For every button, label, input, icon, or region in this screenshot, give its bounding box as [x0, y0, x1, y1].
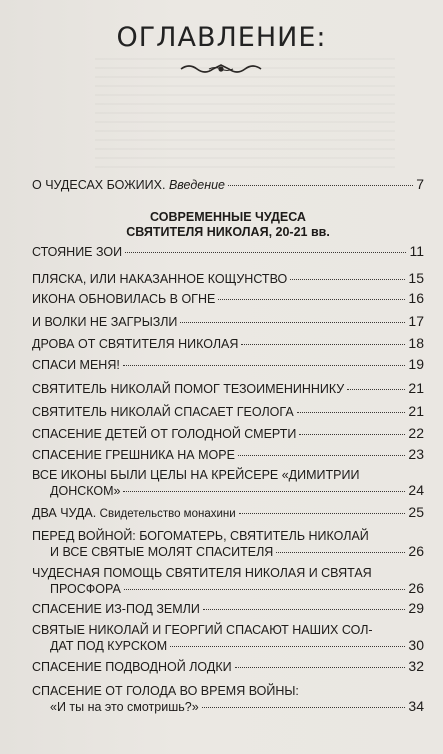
toc-entry[interactable] — [32, 336, 424, 352]
page-number: 34 — [408, 698, 424, 714]
leader-dots — [241, 344, 405, 345]
page-number: 7 — [416, 176, 424, 192]
toc-entry-title: ПЛЯСКА, ИЛИ НАКАЗАННОЕ КОЩУНСТВО — [32, 272, 288, 286]
toc-entry-title: СВЯТИТЕЛЬ НИКОЛАЙ СПАСАЕТ ГЕОЛОГА — [32, 405, 294, 419]
section-heading-line2: СВЯТИТЕЛЯ НИКОЛАЯ, 20-21 вв. — [126, 225, 330, 239]
leader-dots — [202, 707, 406, 708]
leader-dots — [297, 412, 406, 413]
toc-entry-title: ИКОНА ОБНОВИЛАСЬ В ОГНЕ — [32, 292, 216, 306]
toc-entry[interactable] — [32, 529, 424, 560]
page-number: 30 — [408, 637, 424, 653]
toc-entry[interactable] — [32, 404, 424, 420]
toc-entry-title: ЧУДЕСНАЯ ПОМОЩЬ СВЯТИТЕЛЯ НИКОЛАЯ И СВЯТАЯ — [32, 566, 372, 580]
page-number: 25 — [408, 504, 424, 520]
toc-entry-title-cont: ДОНСКОМ» — [50, 484, 121, 498]
page-number: 11 — [409, 243, 424, 259]
page-number: 26 — [408, 580, 424, 596]
toc-entry-title: ДРОВА ОТ СВЯТИТЕЛЯ НИКОЛАЯ — [32, 337, 239, 351]
leader-dots — [203, 609, 406, 610]
toc-entry-title-cont: И ВСЕ СВЯТЫЕ МОЛЯТ СПАСИТЕЛЯ — [50, 545, 274, 559]
page-number: 18 — [408, 335, 424, 351]
page-number: 22 — [408, 425, 424, 441]
toc-entry[interactable] — [32, 271, 424, 287]
leader-dots — [123, 491, 405, 492]
toc-entry-title: СВЯТИТЕЛЬ НИКОЛАЙ ПОМОГ ТЕЗОИМЕНИННИКУ — [32, 382, 345, 396]
leader-dots — [276, 552, 405, 553]
toc-entry-title: СПАСЕНИЕ ОТ ГОЛОДА ВО ВРЕМЯ ВОЙНЫ: — [32, 684, 299, 698]
leader-dots — [124, 589, 406, 590]
page-number: 21 — [408, 403, 424, 419]
toc-entry-title-cont: ДАТ ПОД КУРСКОМ — [50, 639, 168, 653]
page-title: ОГЛАВЛЕНИЕ: — [116, 22, 327, 53]
page-number: 19 — [408, 356, 424, 372]
toc-entry-title: СВЯТЫЕ НИКОЛАЙ И ГЕОРГИЙ СПАСАЮТ НАШИХ СОЛ- — [32, 623, 373, 637]
toc-entry-title: СПАСЕНИЕ ГРЕШНИКА НА МОРЕ — [32, 448, 235, 462]
toc-entry[interactable] — [32, 623, 424, 654]
section-heading — [32, 210, 424, 240]
toc-entry[interactable] — [32, 291, 424, 307]
page-number: 24 — [408, 482, 424, 498]
toc-intro[interactable] — [32, 177, 424, 193]
toc-entry[interactable] — [32, 381, 424, 397]
page-number: 26 — [408, 543, 424, 559]
toc-entry[interactable] — [32, 468, 424, 499]
toc-entry-title: ДВА ЧУДА. — [32, 506, 97, 520]
leader-dots — [125, 252, 406, 253]
toc-entry-title: СПАСЕНИЕ ИЗ-ПОД ЗЕМЛИ — [32, 602, 200, 616]
toc-entry-title: ПЕРЕД ВОЙНОЙ: БОГОМАТЕРЬ, СВЯТИТЕЛЬ НИКОЛАЙ — [32, 529, 369, 543]
toc-entry[interactable] — [32, 357, 424, 373]
toc-entry[interactable] — [32, 684, 424, 715]
toc-entry-title-cont: «И ты на это смотришь?» — [50, 700, 199, 714]
toc-entry[interactable] — [32, 505, 424, 522]
leader-dots — [123, 365, 406, 366]
toc-entry[interactable] — [32, 426, 424, 442]
toc-entry[interactable] — [32, 659, 424, 675]
leader-dots — [235, 667, 406, 668]
ornament-divider-icon — [179, 62, 263, 76]
page-number: 32 — [408, 658, 424, 674]
toc-entry[interactable] — [32, 447, 424, 463]
toc-entry-title: СПАСИ МЕНЯ! — [32, 358, 120, 372]
leader-dots — [228, 185, 413, 186]
page-number: 17 — [408, 313, 424, 329]
toc-entry[interactable] — [32, 244, 424, 260]
toc-entry-title: ВСЕ ИКОНЫ БЫЛИ ЦЕЛЫ НА КРЕЙСЕРЕ «ДИМИТРИИ — [32, 468, 360, 482]
page-number: 15 — [408, 270, 424, 286]
leader-dots — [238, 455, 406, 456]
page-number: 16 — [408, 290, 424, 306]
page-number: 21 — [408, 380, 424, 396]
section-heading-line1: СОВРЕМЕННЫЕ ЧУДЕСА — [150, 210, 306, 224]
toc-entry-subtitle: Свидетельство монахини — [99, 508, 236, 520]
leader-dots — [299, 434, 405, 435]
toc-entry[interactable] — [32, 314, 424, 330]
toc-entry[interactable] — [32, 601, 424, 617]
leader-dots — [218, 299, 405, 300]
page-number: 29 — [408, 600, 424, 616]
leader-dots — [239, 513, 406, 514]
toc-entry-title: И ВОЛКИ НЕ ЗАГРЫЗЛИ — [32, 315, 178, 329]
toc-entry[interactable] — [32, 566, 424, 597]
leader-dots — [290, 279, 405, 280]
leader-dots — [170, 646, 405, 647]
toc-entry-title: СТОЯНИЕ ЗОИ — [32, 245, 123, 259]
toc-intro-title: О ЧУДЕСАХ БОЖИИХ. — [32, 178, 166, 192]
toc-entry-title: СПАСЕНИЕ ПОДВОДНОЙ ЛОДКИ — [32, 660, 232, 674]
leader-dots — [180, 322, 405, 323]
toc-entry-title-cont: ПРОСФОРА — [50, 582, 121, 596]
toc-intro-subtitle: Введение — [168, 178, 225, 192]
toc-entry-title: СПАСЕНИЕ ДЕТЕЙ ОТ ГОЛОДНОЙ СМЕРТИ — [32, 427, 297, 441]
leader-dots — [347, 389, 405, 390]
page-number: 23 — [408, 446, 424, 462]
